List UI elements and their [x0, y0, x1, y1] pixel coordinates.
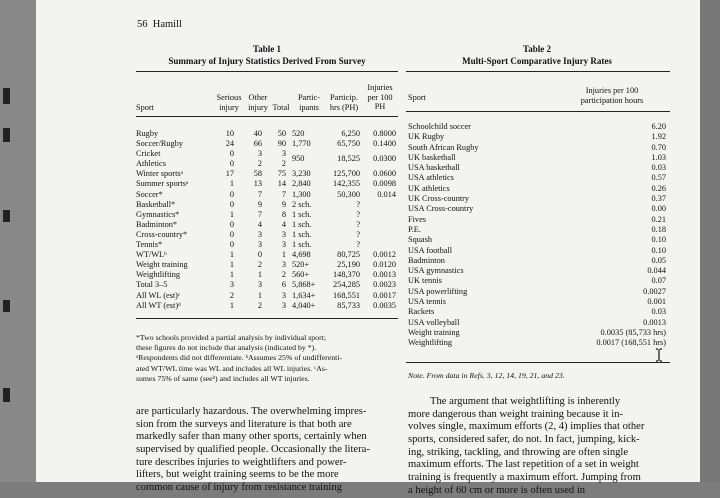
body-text-line: training is frequently a maximum effort. Jumping from — [408, 472, 641, 484]
table1-cell-other: 9 — [257, 199, 262, 209]
table2-cell-sport: USA basketball — [408, 163, 460, 173]
table2-cell-rate: 0.05 — [651, 255, 666, 265]
table2-cell-rate: 0.10 — [651, 245, 666, 255]
body-text-line: supervised by qualified people. Occasionally the litera- — [136, 444, 370, 456]
table1-col-per100 — [360, 129, 396, 311]
table1-cell-participants: 1 sch. — [292, 240, 312, 250]
table1-cell-sport: Athletics — [136, 159, 166, 169]
table1-cell-per100 — [360, 220, 396, 230]
table1-cell-hours: 142,355 — [333, 179, 360, 189]
table1-cell-per100: 0.0035 — [373, 300, 396, 310]
table1-cell-total: 1 — [281, 250, 286, 260]
table2-label: Table 2 — [523, 44, 551, 54]
table1-cell-per100 — [360, 200, 396, 210]
table1-cell-sport: WT/WLᵇ — [136, 250, 167, 260]
table1-cell-participants: 520 — [292, 129, 305, 138]
viewer-right-margin — [699, 0, 720, 482]
table1-cell-total: 3 — [281, 149, 286, 159]
table2-cell-rate: 1.92 — [651, 132, 666, 142]
table1-cell-per100 — [360, 210, 396, 220]
table1-cell-participants: 1 sch. — [292, 229, 312, 239]
table1-footnotes — [136, 333, 342, 384]
table1-header-sport: Sport — [136, 103, 154, 112]
table1-cell-other: 3 — [257, 280, 262, 290]
viewer-left-margin — [0, 0, 36, 482]
table1-cell-other: 40 — [253, 129, 262, 138]
table1-cell-total: 2 — [281, 270, 286, 280]
table1-cell-participants: 2 sch. — [292, 199, 312, 209]
table1-cell-total: 3 — [281, 290, 286, 300]
table2-note: Note. From data in Refs. 3, 12, 14, 19, 21, and 23. — [408, 371, 565, 380]
table2-cell-sport: South African Rugby — [408, 142, 479, 152]
table1-cell-serious: 0 — [229, 229, 234, 239]
body-text-line: ture describes injuries to weightlifters and power- — [136, 456, 347, 468]
table2-cell-sport: USA football — [408, 245, 453, 255]
table2-cell-sport: USA tennis — [408, 297, 447, 307]
table1-cell-total: 75 — [277, 169, 286, 179]
table1-cell-hours: ? — [356, 199, 360, 209]
table2-top-rule — [406, 71, 670, 72]
table1-cell-per100: 0.014 — [377, 189, 396, 199]
table2-cell-sport: Weight training — [408, 327, 460, 337]
table1-cell-sport: Cross-country* — [136, 229, 188, 239]
table1-col-hours — [322, 129, 360, 311]
table1-cell-total: 9 — [281, 199, 286, 209]
body-text-line: common cause of injury from resistance training — [136, 482, 342, 494]
table1-cell-total: 4 — [281, 219, 286, 229]
page-header — [137, 19, 182, 30]
table2-cell-sport: USA volleyball — [408, 317, 460, 327]
table1-cell-total: 8 — [281, 209, 286, 219]
body-text-line: maximum efforts. The last repetition of a set in weight — [408, 459, 639, 471]
table1-cell-serious: 0 — [229, 240, 234, 250]
table1-cell-sport: Summer sportsᵃ — [136, 179, 189, 189]
table1-cell-total: 3 — [281, 240, 286, 250]
table1-cell-other: 0 — [257, 250, 262, 260]
table1-cell-sport: Soccer* — [136, 189, 163, 199]
table1-cell-total: 14 — [277, 179, 286, 189]
table1-cell-other: 3 — [257, 240, 262, 250]
page-number: 56 — [137, 19, 148, 30]
table1-cell-other: 7 — [257, 209, 262, 219]
table1-cell-hours: 6,250 — [341, 129, 360, 138]
table1-cell-participants: 3,230 — [292, 169, 311, 179]
table2-cell-rate: 1.03 — [651, 152, 666, 162]
table1-cell-participants: 1 sch. — [292, 219, 312, 229]
table1-cell-sport: Cricket — [136, 149, 161, 159]
table2-cell-rate: 0.0013 — [643, 317, 666, 327]
table1-cell-serious: 3 — [229, 280, 234, 290]
table1-cell-other: 2 — [257, 159, 262, 169]
edge-mark — [3, 300, 10, 312]
edge-mark — [3, 88, 10, 104]
table1-title: Summary of Injury Statistics Derived From Survey — [168, 56, 366, 66]
table1-cell-total: 3 — [281, 300, 286, 310]
body-text-line: are particularly hazardous. The overwhelming impres- — [136, 406, 367, 417]
table2-cell-sport: Rackets — [408, 307, 435, 317]
table2-cell-rate: 0.03 — [651, 307, 666, 317]
table1-cell-participants: 2,840 — [292, 179, 311, 189]
body-text-line: lifters, but weight training seems to be the more — [136, 469, 339, 481]
table1-cell-serious: 24 — [225, 139, 234, 149]
table1-cell-hours: 85,733 — [337, 300, 360, 310]
table1-header-rule — [136, 116, 398, 117]
table2-cell-rate: 0.18 — [651, 224, 666, 234]
table1-cell-per100 — [360, 230, 396, 240]
document-page — [36, 0, 700, 496]
table2-cell-rate: 0.0027 — [643, 286, 666, 296]
body-text-line: a height of 60 cm or more is often used in — [408, 484, 586, 496]
table1-cell-total: 3 — [281, 229, 286, 239]
table2-cell-sport: USA Cross-country — [408, 204, 474, 214]
table1-top-rule — [136, 71, 398, 72]
table1-cell-total: 2 — [281, 159, 286, 169]
table2-cell-sport: Weightlifting — [408, 338, 453, 348]
table1-cell-per100: 0.0098 — [373, 179, 396, 189]
table1-cell-serious: 1 — [229, 270, 234, 280]
table2-col-sport — [408, 122, 538, 349]
table1-footnote-line: sumes 75% of same (seeᵇ) and includes all WT injuries. — [136, 373, 310, 383]
table1-cell-other: 4 — [257, 219, 262, 229]
table2-cell-rate: 6.20 — [651, 122, 666, 131]
table1-cell-serious: 0 — [229, 189, 234, 199]
table1-cell-other: 3 — [257, 229, 262, 239]
table2-header-sport: Sport — [408, 93, 426, 102]
table2-header-rate: Injuries per 100 participation hours — [580, 86, 644, 105]
table1-cell-per100: 0.0012 — [373, 250, 396, 260]
table1-cell-sport: Tennis* — [136, 240, 163, 250]
table1-cell-serious: 0 — [229, 219, 234, 229]
table1-cell-sport: All WT (est)ᵈ — [136, 300, 181, 310]
table2-bottom-rule — [406, 362, 670, 363]
table1-cell-sport: Badminton* — [136, 219, 178, 229]
table1-cell-sport: Winter sportsᵃ — [136, 169, 183, 179]
table2-cell-sport: Fives — [408, 214, 426, 224]
table1-cell-per100: 0.0600 — [373, 169, 396, 179]
table1-cell-other: 3 — [257, 149, 262, 159]
table1-footnote-line: ᵃRespondents did not differentiate. ᵇAssumes 25% of undifferenti- — [136, 353, 343, 363]
table1-cell-serious: 1 — [229, 250, 234, 260]
table2-cell-rate: 0.0017 (168,551 hrs) — [596, 338, 666, 348]
table1-cell-hours: ? — [356, 229, 360, 239]
body-text-line: markedly safer than many other sports, certainly when — [136, 431, 367, 443]
table1-label: Table 1 — [253, 44, 281, 54]
table1-cell-other: 58 — [253, 169, 262, 179]
table2-cell-sport: USA powerlifting — [408, 286, 468, 296]
table1-cell-per100: 0.8000 — [373, 129, 396, 138]
table1-cell-total: 6 — [281, 280, 286, 290]
table1-cell-other: 7 — [257, 189, 262, 199]
table1-cell-hours: 25,190 — [337, 260, 360, 270]
table1-cell-participants: 1 sch. — [292, 209, 312, 219]
table1-cell-participants: 950 — [292, 154, 305, 164]
table1-cell-serious: 1 — [229, 260, 234, 270]
body-text-line: sports, considered safer, do not. In fact, jumping, kick- — [408, 434, 640, 446]
table2-cell-sport: UK tennis — [408, 276, 442, 286]
table1-cell-total: 50 — [277, 129, 286, 138]
table2-cell-sport: USA gymnastics — [408, 266, 464, 276]
body-text-line: ing, striking, tackling, and throwing are often single — [408, 446, 629, 458]
table2-cell-sport: UK athletics — [408, 183, 450, 193]
table2-cell-rate: 0.00 — [651, 204, 666, 214]
table1-cell-participants: 1,634+ — [292, 290, 316, 300]
table2-cell-sport: P.E. — [408, 224, 421, 234]
table2-cell-sport: UK Cross-country — [408, 194, 470, 204]
running-head: Hamill — [152, 19, 182, 30]
table1-cell-sport: Rugby — [136, 129, 159, 138]
table2-cell-sport: UK Rugby — [408, 132, 445, 142]
table1-footnote-line: ated WT/WL time was WL and includes all WL injuries. ᶜAs- — [136, 363, 328, 373]
table1-cell-per100: 0.0300 — [373, 154, 396, 164]
table1-header-hours: Particip. hrs (PH) — [329, 93, 359, 112]
table2-cell-sport: Schoolchild soccer — [408, 122, 471, 131]
table1-footnote-line: *Two schools provided a partial analysis by individual sport; — [136, 333, 327, 342]
table1-cell-per100: 0.0013 — [373, 270, 396, 280]
table2-cell-sport: Badminton — [408, 255, 445, 265]
table1-header-other: Other injury — [248, 93, 268, 112]
table2-cell-rate: 0.03 — [651, 163, 666, 173]
text-cursor-icon — [654, 348, 664, 362]
table1-cell-sport: All WL (est)ᶜ — [136, 290, 181, 300]
table1-cell-hours: ? — [356, 209, 360, 219]
edge-mark — [3, 388, 10, 402]
table1-cell-serious: 1 — [229, 179, 234, 189]
table1-cell-participants: 520+ — [292, 260, 310, 270]
table1-col-serious — [212, 129, 234, 311]
table1-cell-other: 66 — [253, 139, 262, 149]
body-text-left-column — [136, 406, 370, 495]
table1-cell-serious: 0 — [229, 159, 234, 169]
table1-cell-per100: 0.0017 — [373, 290, 396, 300]
table1-cell-serious: 1 — [229, 209, 234, 219]
table1-cell-serious: 10 — [225, 129, 234, 138]
table1-cell-serious: 2 — [229, 290, 234, 300]
table1-cell-participants: 4,698 — [292, 250, 311, 260]
table1-cell-hours: 50,300 — [337, 189, 360, 199]
table1-cell-total: 90 — [277, 139, 286, 149]
table1-header-participants: Partic- ipants — [297, 93, 321, 112]
table1-cell-hours: 65,750 — [337, 139, 360, 149]
table1-cell-sport: Weight training — [136, 260, 188, 270]
table2-title: Multi-Sport Comparative Injury Rates — [462, 56, 612, 66]
table2-cell-rate: 0.10 — [651, 235, 666, 245]
table1-cell-serious: 0 — [229, 149, 234, 159]
table1-cell-hours: 125,700 — [333, 169, 360, 179]
table1-cell-hours: ? — [356, 219, 360, 229]
edge-mark — [3, 210, 10, 222]
table1-cell-sport: Soccer/Rugby — [136, 139, 184, 149]
table1-cell-other: 1 — [257, 290, 262, 300]
body-text-line: The argument that weightlifting is inherently — [430, 396, 621, 407]
table1-cell-total: 7 — [281, 189, 286, 199]
table2-cell-rate: 0.57 — [651, 173, 666, 183]
table1-cell-hours: ? — [356, 240, 360, 250]
table2-cell-sport: UK basketball — [408, 152, 456, 162]
body-text-line: sion from the surveys and literature is that both are — [136, 418, 352, 430]
table2-cell-rate: 0.0035 (85,733 hrs) — [600, 327, 666, 337]
table1-bottom-rule — [136, 318, 398, 319]
edge-mark — [3, 128, 10, 142]
table2-cell-rate: 0.044 — [647, 266, 666, 276]
table2-cell-rate: 0.07 — [651, 276, 666, 286]
table2-cell-rate: 0.21 — [651, 214, 666, 224]
table1-cell-other: 2 — [257, 260, 262, 270]
table1-cell-participants: 560+ — [292, 270, 310, 280]
table1-col-participants — [292, 129, 326, 311]
table1-cell-sport: Weightlifting — [136, 270, 181, 280]
table1-col-total — [264, 129, 286, 311]
table1-cell-hours: 80,725 — [337, 250, 360, 260]
table1-cell-serious: 0 — [229, 199, 234, 209]
table1-cell-per100: 0.0120 — [373, 260, 396, 270]
table1-cell-per100 — [360, 240, 396, 250]
table1-header-per100: Injuries per 100 PH — [367, 83, 393, 112]
table2-cell-rate: 0.26 — [651, 183, 666, 193]
table1-cell-hours: 148,370 — [333, 270, 360, 280]
body-text-line: volves single, maximum efforts (2, 4) implies that other — [408, 421, 645, 433]
table1-cell-hours: 254,285 — [333, 280, 360, 290]
table1-cell-other: 2 — [257, 300, 262, 310]
table1-cell-serious: 1 — [229, 300, 234, 310]
table1-cell-participants: 4,040+ — [292, 300, 316, 310]
table1-cell-other: 13 — [253, 179, 262, 189]
table1-cell-serious: 17 — [225, 169, 234, 179]
table2-cell-rate: 0.001 — [647, 297, 666, 307]
table1-header-serious: Serious injury — [216, 93, 242, 112]
table1-cell-sport: Gymnastics* — [136, 209, 180, 219]
table1-cell-participants: 1,300 — [292, 189, 311, 199]
table1-cell-sport: Total 3–5 — [136, 280, 168, 290]
table1-cell-hours: 168,551 — [333, 290, 360, 300]
table1-cell-per100: 0.1400 — [373, 139, 396, 149]
table1-cell-other: 1 — [257, 270, 262, 280]
table2-cell-rate: 0.70 — [651, 142, 666, 152]
table1-cell-per100: 0.0023 — [373, 280, 396, 290]
table1-cell-participants: 1,770 — [292, 139, 311, 149]
table1-cell-total: 3 — [281, 260, 286, 270]
table1-cell-sport: Basketball* — [136, 199, 176, 209]
table1-col-other — [240, 129, 262, 311]
table1-cell-hours: 18,525 — [337, 154, 360, 164]
table2-cell-sport: USA athletics — [408, 173, 454, 183]
table1-header-total: Total — [272, 103, 290, 112]
table1-cell-participants: 5,868+ — [292, 280, 316, 290]
table2-cell-rate: 0.37 — [651, 194, 666, 204]
table1-footnote-line: these figures do not include that analysis (indicated by *). — [136, 343, 317, 353]
table2-header-rule — [406, 111, 670, 112]
table2-cell-sport: Squash — [408, 235, 432, 245]
body-text-right-column — [408, 396, 644, 498]
table2-col-rate — [536, 122, 666, 349]
table1-col-sport — [136, 129, 216, 311]
body-text-line: more dangerous than weight training because it in- — [408, 408, 624, 420]
